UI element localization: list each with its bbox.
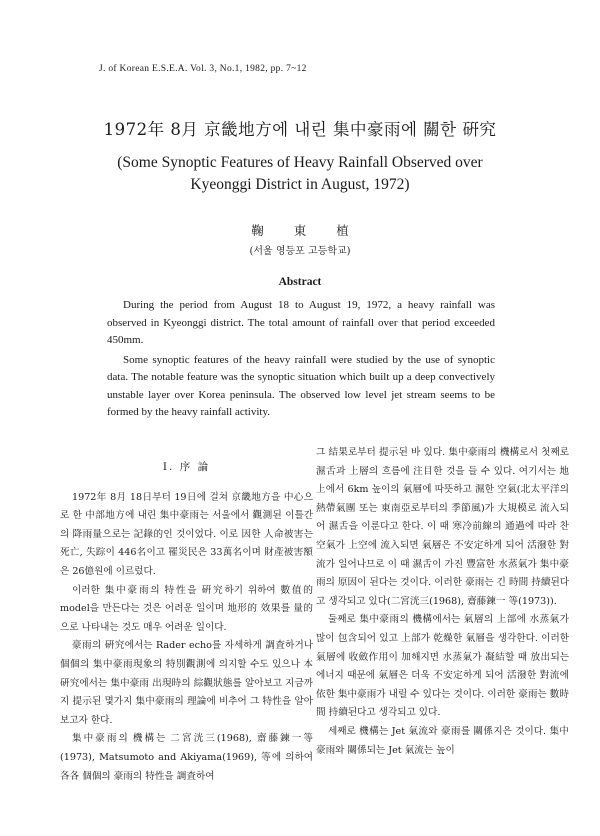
- body-column-left: [60, 444, 313, 786]
- body-paragraph: 이러한 集中豪雨의 特性을 硏究하기 위하여 數值的 model을 만든다는 것은 어려운 일이며 地形的 效果를 量的으로 나타내는 것도 매우 어려운 일이다.: [60, 584, 313, 633]
- body-column-right: [316, 444, 569, 760]
- english-title-line-1: (Some Synoptic Features of Heavy Rainfall Observed over: [117, 154, 483, 171]
- english-title: [0, 152, 600, 196]
- abstract-heading: Abstract: [278, 276, 322, 288]
- body-paragraph: 세째로 機構는 Jet 氣流와 豪雨를 關係지은 것이다. 集中豪雨와 關係되는 Jet 氣流는 높이: [316, 725, 569, 756]
- author-name: 鞠東植: [251, 223, 379, 238]
- body-paragraph: 1972年 8月 18日부터 19日에 걸쳐 京畿地方을 中心으로 한 中部地方에 내린 集中豪雨는 서울에서 觀測된 이틀간의 降雨量으로는 記錄的인 것이었다. 이로 因한 人命被害는 死亡, 失踪이 446名이고 罹災民은 33萬名이며 財產被害額은 26億원에 이르렀다.: [60, 491, 313, 577]
- abstract-paragraph: During the period from August 18 to August 19, 1972, a heavy rainfall was observed in Kyeonggi district. The total amount of rainfall over that period exceeded 450mm.: [107, 299, 495, 346]
- author-affiliation: (서울 영등포 고등학교): [249, 246, 351, 257]
- body-paragraph: 둘째로 集中豪雨의 機構에서는 氣層의 上部에 水蒸氣가 많이 包含되어 있고 上部가 乾燥한 氣層을 생각한다. 이러한 氣層에 收斂作用이 加해지면 水蒸氣가 凝結할 때 放出되는 에너지 때문에 氣層은 더욱 不安定하게 되어 活潑한 對流에 依한 集中豪雨가 내릴 수 있다는 것이다. 이러한 豪雨는 數時間 持續된다고 생각되고 있다.: [316, 614, 569, 719]
- section-heading: Ⅰ. 序 論: [162, 461, 211, 473]
- body-paragraph: 豪雨의 硏究에서는 Rader echo를 자세하게 調査하거나 個個의 集中豪雨現象의 特別觀測에 의지할 수도 있으나 本 硏究에서는 集中豪雨 出現時의 綜觀狀態를 알아보고 지금까지 提示된 몇가지 集中豪雨의 理論에 비추어 그 特性을 알아보고자 한다.: [60, 640, 313, 726]
- journal-citation: J. of Korean E.S.E.A. Vol. 3, No.1, 1982, pp. 7~12: [99, 64, 307, 74]
- body-paragraph: 集中豪雨의 機構는 二宮洸三(1968), 齋藤鍊一等(1973), Matsumoto and Akiyama(1969), 等에 의하여 各各 個個의 豪雨의 特性을 調査하여: [60, 733, 313, 782]
- abstract-body: [107, 297, 495, 424]
- english-title-line-2: Kyeonggi District in August, 1972): [190, 176, 410, 193]
- body-paragraph: 그 結果로부터 提示된 바 있다. 集中豪雨의 機構로서 첫째로 濕舌과 上層의 흐름에 注目한 것을 들 수 있다. 여기서는 地上에서 6km 높이의 氣層에 따뜻하고 濕한 空氣(北太平洋의 熱帶氣團 또는 東南亞로부터의 季節風)가 大規模로 流入되어 濕舌을 이룬다고 한다. 이 때 寒冷前線의 通過에 따라 찬 空氣가 上空에 流入되면 氣層은 不安定하게 되어 活潑한 對流가 일어나므로 이 때 濕舌이 가진 豐富한 水蒸氣가 集中豪雨의 原因이 된다는 것이다. 이러한 豪雨는 긴 時間 持續된다고 생각되고 있다(二宮洸三(1968), 齋藤鍊一 等(1973)).: [316, 447, 569, 607]
- abstract-paragraph: Some synoptic features of the heavy rainfall were studied by the use of synoptic data. The notable feature was the synoptic situation which built up a deep convectively unstable layer over Korea peninsula. The observed low level jet stream seems to be formed by the heavy rainfall activity.: [107, 353, 495, 418]
- korean-title: 1972年 8月 京畿地方에 내린 集中豪雨에 關한 硏究: [103, 120, 497, 139]
